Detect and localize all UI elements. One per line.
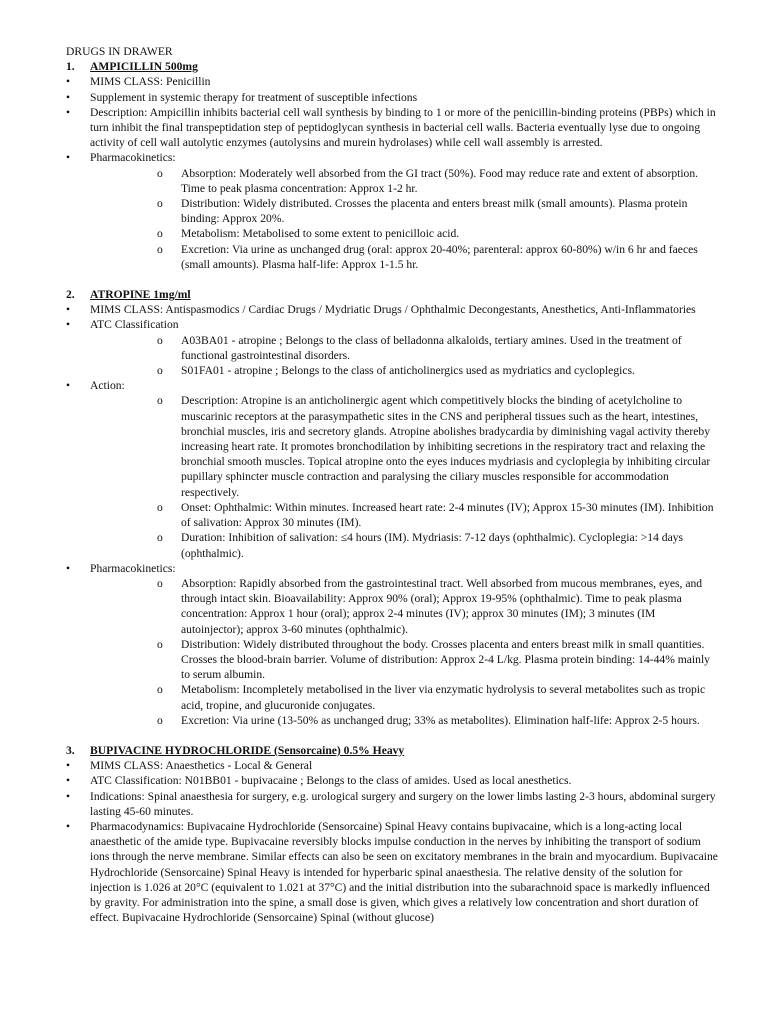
sub-bullet-text: Duration: Inhibition of salivation: ≤4 hours (IM). Mydriasis: 7-12 days (ophthalmic). Cycloplegia: >14 days (ophthalmic). [181,531,684,560]
sub-bullet-marker: o [157,364,163,378]
bullet-item [66,758,720,773]
bullet-text: Indications: Spinal anaesthesia for surgery, e.g. urological surgery and surgery on the lower limbs lasting 2-3 hours, abdominal surgery lasting 45-60 minutes. [90,789,716,818]
bullet-marker: • [66,90,71,104]
bullet-item [66,74,720,89]
sub-bullet-text: Excretion: Via urine as unchanged drug (oral: approx 20-40%; parenteral: approx 60-80%) w/in 6 hr and faeces (small amounts). Plasma half-life: Approx 1-1.5 hr. [181,242,698,271]
drug-number: 2. [66,288,75,302]
bullet-marker: • [66,151,71,165]
bullet-marker: • [66,318,71,332]
bullet-marker: • [66,379,71,393]
drug-heading [66,287,720,302]
bullet-marker: • [66,819,71,833]
drug-number: 1. [66,60,75,74]
sub-bullet-item [90,242,720,272]
sub-bullet-marker: o [157,531,163,545]
bullet-marker: • [66,789,71,803]
drug-number: 3. [66,743,75,757]
sub-bullet-item [90,166,720,196]
bullet-list [66,74,720,272]
bullet-item [66,378,720,560]
bullet-text: Pharmacodynamics: Bupivacaine Hydrochloride (Sensorcaine) Spinal Heavy contains bupivacaine, which is a long-acting local anaesthetic of the amide type. Bupivacaine reversibly blocks impulse conduction in the nerves by inhibiting the transport of sodium ions through the nerve membrane. Similar effects can also be seen on excitatory membranes in the brain and myocardium. Bupivacaine Hydrochloride (Sensorcaine) Spinal Heavy is intended for hyperbaric spinal anaesthesia. The relative density of the solution for injection is 1.026 at 20°C (equivalent to 1.021 at 37°C) and the initial distribution into the subarachnoid space is markedly influenced by gravity. For administration into the spine, a small dose is given, which gives a relatively low concentration and short duration of effect. Bupivacaine Hydrochloride (Sensorcaine) Spinal (without glucose) [90,819,718,925]
document-page [66,44,720,925]
sub-bullet-item [90,713,720,728]
sub-bullet-item [90,637,720,683]
bullet-text: Description: Ampicillin inhibits bacterial cell wall synthesis by binding to 1 or more of the penicillin-binding proteins (PBPs) which in turn inhibit the final transpeptidation step of peptidoglycan synthesis in bacterial cell walls. Bacteria eventually lyse due to ongoing activity of cell wall autolytic enzymes (autolysins and murein hydrolases) while cell wall assembly is arrested. [90,105,716,150]
section-spacer [66,272,720,287]
drug-sections [66,59,720,925]
bullet-item [66,819,720,925]
bullet-item [66,317,720,378]
bullet-item [66,105,720,151]
sub-bullet-marker: o [157,576,163,590]
sub-bullet-marker: o [157,242,163,256]
sub-bullet-item [90,393,720,499]
bullet-list [66,302,720,728]
bullet-text: MIMS CLASS: Anaesthetics - Local & General [90,759,313,773]
section-spacer [66,728,720,743]
bullet-item [66,561,720,728]
bullet-marker: • [66,105,71,119]
bullet-text: Pharmacokinetics: [90,561,176,575]
document-title: DRUGS IN DRAWER [66,45,173,58]
sub-bullet-list [90,393,720,560]
sub-bullet-text: Metabolism: Incompletely metabolised in the liver via enzymatic hydrolysis to several metabolites such as tropic acid, tropine, and glucuronide conjugates. [181,683,706,712]
drug-name: BUPIVACINE HYDROCHLORIDE (Sensorcaine) 0.5% Heavy [90,743,405,757]
sub-bullet-text: Absorption: Moderately well absorbed from the GI tract (50%). Food may reduce rate and extent of absorption. Time to peak plasma concentration: Approx 1-2 hr. [181,166,699,195]
bullet-item [66,150,720,272]
bullet-list [66,758,720,925]
drug-name: AMPICILLIN 500mg [90,60,198,74]
sub-bullet-item [90,530,720,560]
drug-section [66,59,720,272]
bullet-marker: • [66,774,71,788]
bullet-text: MIMS CLASS: Antispasmodics / Cardiac Drugs / Mydriatic Drugs / Ophthalmic Decongestants, Anesthetics, Anti-Inflammatories [90,303,696,317]
drug-heading [66,59,720,74]
sub-bullet-text: Excretion: Via urine (13-50% as unchanged drug; 33% as metabolites). Elimination half-life: Approx 2-5 hours. [181,713,700,727]
sub-bullet-text: Metabolism: Metabolised to some extent to penicilloic acid. [181,227,460,241]
bullet-item [66,773,720,788]
sub-bullet-item [90,682,720,712]
sub-bullet-marker: o [157,197,163,211]
bullet-item [66,90,720,105]
bullet-marker: • [66,303,71,317]
bullet-text: ATC Classification [90,318,179,332]
bullet-item [66,789,720,819]
sub-bullet-text: S01FA01 - atropine ; Belongs to the class of anticholinergics used as mydriatics and cycloplegics. [181,364,635,378]
sub-bullet-item [90,333,720,363]
sub-bullet-text: Onset: Ophthalmic: Within minutes. Increased heart rate: 2-4 minutes (IV); Approx 15-30 minutes (IM). Inhibition of salivation: Approx 30 minutes (IM). [181,500,714,530]
sub-bullet-marker: o [157,394,163,408]
sub-bullet-marker: o [157,166,163,180]
sub-bullet-item [90,576,720,637]
sub-bullet-item [90,500,720,530]
sub-bullet-marker: o [157,683,163,697]
bullet-marker: • [66,759,71,773]
drug-section [66,743,720,925]
sub-bullet-marker: o [157,333,163,347]
sub-bullet-marker: o [157,637,163,651]
bullet-text: Action: [90,379,125,393]
sub-bullet-item [90,363,720,378]
sub-bullet-list [90,166,720,272]
drug-name: ATROPINE 1mg/ml [90,288,191,302]
sub-bullet-item [90,226,720,241]
bullet-text: MIMS CLASS: Penicillin [90,75,211,89]
sub-bullet-list [90,576,720,728]
sub-bullet-text: Absorption: Rapidly absorbed from the gastrointestinal tract. Well absorbed from mucous membranes, eyes, and through intact skin. Bioavailability: Approx 90% (oral); Approx 19-95% (ophthalmic). Time to peak plasma concentration: Approx 1 hour (oral); approx 2-4 minutes (IV); approx 30 minutes (IM); 3 minutes (IM autoinjector); approx 3-60 minutes (ophthalmic). [181,576,703,636]
sub-bullet-list [90,333,720,379]
sub-bullet-marker: o [157,500,163,514]
bullet-text: ATC Classification: N01BB01 - bupivacaine ; Belongs to the class of amides. Used as local anesthetics. [90,774,572,788]
bullet-marker: • [66,561,71,575]
sub-bullet-text: A03BA01 - atropine ; Belongs to the class of belladonna alkaloids, tertiary amines. Used in the treatment of functional gastrointestinal disorders. [181,333,682,362]
sub-bullet-text: Distribution: Widely distributed. Crosses the placenta and enters breast milk (small amounts). Plasma protein binding: Approx 20%. [181,197,688,226]
drug-heading [66,743,720,758]
sub-bullet-text: Description: Atropine is an anticholinergic agent which competitively blocks the binding of acetylcholine to muscarinic receptors at the parasympathetic sites in the CNS and peripheral tissues such as the heart, intestines, bronchial muscles, iris and secretory glands. Atropine abolishes bradycardia by diminishing vagal activity thereby increasing heart rate. It promotes bronchodilation by inhibiting secretions in the respiratory tract and relaxing the bronchial smooth muscles. Topical atropine onto the eyes induces mydriasis and cycloplegia by inhibiting circular pupillary sphincter muscle contraction and paralysing the ciliary muscles responsible for accommodation respectively. [181,394,711,499]
bullet-text: Supplement in systemic therapy for treatment of susceptible infections [90,90,418,104]
sub-bullet-marker: o [157,713,163,727]
bullet-item [66,302,720,317]
sub-bullet-marker: o [157,227,163,241]
drug-section [66,287,720,728]
bullet-marker: • [66,75,71,89]
sub-bullet-item [90,196,720,226]
sub-bullet-text: Distribution: Widely distributed throughout the body. Crosses placenta and enters breast milk in small quantities. Crosses the blood-brain barrier. Volume of distribution: Approx 2-4 L/kg. Plasma protein binding: 14-44% mainly to serum albumin. [181,637,710,682]
bullet-text: Pharmacokinetics: [90,151,176,165]
